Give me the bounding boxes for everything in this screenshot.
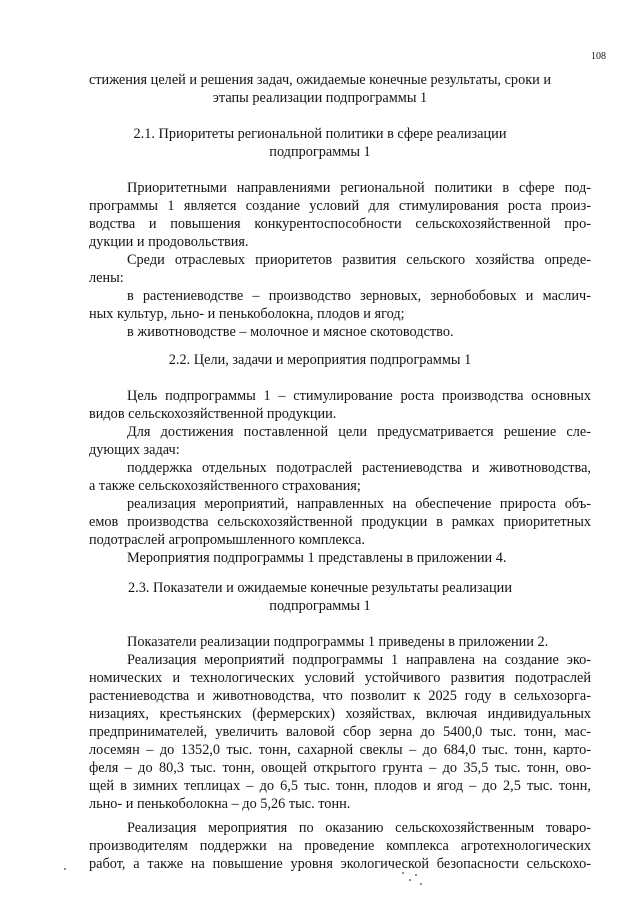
paragraph-line: низациях, крестьянских (фермерских) хозяйствах, включая индивидуальных — [89, 706, 591, 722]
paragraph-line: Среди отраслевых приоритетов развития сельского хозяйства опреде- — [127, 252, 591, 268]
paragraph-line: работ, а также на повышение уровня экологической безопасности сельскохо- — [89, 856, 591, 872]
paragraph-line: в животноводстве – молочное и мясное скотоводство. — [127, 324, 454, 340]
paragraph-line: Приоритетными направлениями региональной политики в сфере под- — [127, 180, 591, 196]
paragraph-line: лосемян – до 1352,0 тыс. тонн, сахарной свеклы – до 684,0 тыс. тонн, карто- — [89, 742, 591, 758]
paragraph-line: а также сельскохозяйственного страхования; — [89, 478, 361, 494]
scan-speck — [402, 872, 404, 874]
header-line: этапы реализации подпрограммы 1 — [212, 90, 428, 106]
paragraph-line: предпринимателей, увеличить валовой сбор зерна до 5400,0 тыс. тонн, мас- — [89, 724, 591, 740]
paragraph-line: Для достижения поставленной цели предусматривается решение сле- — [127, 424, 591, 440]
section-heading: 2.1. Приоритеты региональной политики в сфере реализации — [133, 126, 507, 142]
paragraph-line: дукции и продовольствия. — [89, 234, 249, 250]
scan-speck — [64, 868, 66, 870]
paragraph-line: подотраслей агропромышленного комплекса. — [89, 532, 365, 548]
section-heading: подпрограммы 1 — [269, 144, 371, 160]
paragraph-line: Цель подпрограммы 1 – стимулирование роста производства основных — [127, 388, 591, 404]
paragraph-line: Реализация мероприятий подпрограммы 1 направлена на создание эко- — [127, 652, 591, 668]
header-line: стижения целей и решения задач, ожидаемые конечные результаты, сроки и — [88, 72, 552, 88]
paragraph-line: растениеводства и животноводства, что позволит к 2025 году в сельхозорга- — [89, 688, 591, 704]
paragraph-line: водства и повышения конкурентоспособности сельскохозяйственной про- — [89, 216, 591, 232]
paragraph-line: номических и технологических условий устойчивого развития подотраслей — [89, 670, 591, 686]
paragraph-line: программы 1 является создание условий для стимулирования роста произ- — [89, 198, 591, 214]
paragraph-line: дующих задач: — [89, 442, 180, 458]
section-heading: 2.2. Цели, задачи и мероприятия подпрограммы 1 — [168, 352, 472, 368]
paragraph-line: щей в зимних теплицах – до 6,5 тыс. тонн, плодов и ягод – до 2,5 тыс. тонн, — [89, 778, 591, 794]
paragraph-line: льно- и пенькоболокна – до 5,26 тыс. тонн. — [89, 796, 351, 812]
paragraph-line: видов сельскохозяйственной продукции. — [89, 406, 337, 422]
scan-speck — [415, 874, 417, 876]
section-heading: 2.3. Показатели и ожидаемые конечные результаты реализации — [128, 580, 512, 596]
section-heading: подпрограммы 1 — [269, 598, 371, 614]
paragraph-line: Показатели реализации подпрограммы 1 приведены в приложении 2. — [127, 634, 549, 650]
paragraph-line: Реализация мероприятия по оказанию сельскохозяйственным товаро- — [127, 820, 591, 836]
paragraph-line: производителям поддержки на проведение комплекса агротехнологических — [89, 838, 591, 854]
paragraph-line: лены: — [89, 270, 124, 286]
page-number: 108 — [591, 51, 606, 62]
paragraph-line: Мероприятия подпрограммы 1 представлены в приложении 4. — [127, 550, 507, 566]
paragraph-line: емов производства сельскохозяйственной продукции в рамках приоритетных — [89, 514, 591, 530]
paragraph-line: поддержка отдельных подотраслей растениеводства и животноводства, — [127, 460, 591, 476]
scan-speck — [420, 883, 422, 885]
paragraph-line: реализация мероприятий, направленных на обеспечение прироста объ- — [127, 496, 591, 512]
paragraph-line: ных культур, льно- и пенькоболокна, плодов и ягод; — [89, 306, 405, 322]
paragraph-line: феля – до 80,3 тыс. тонн, овощей открытого грунта – до 35,5 тыс. тонн, ово- — [89, 760, 591, 776]
scan-speck — [409, 879, 411, 881]
paragraph-line: в растениеводстве – производство зерновых, зернобобовых и маслич- — [127, 288, 591, 304]
